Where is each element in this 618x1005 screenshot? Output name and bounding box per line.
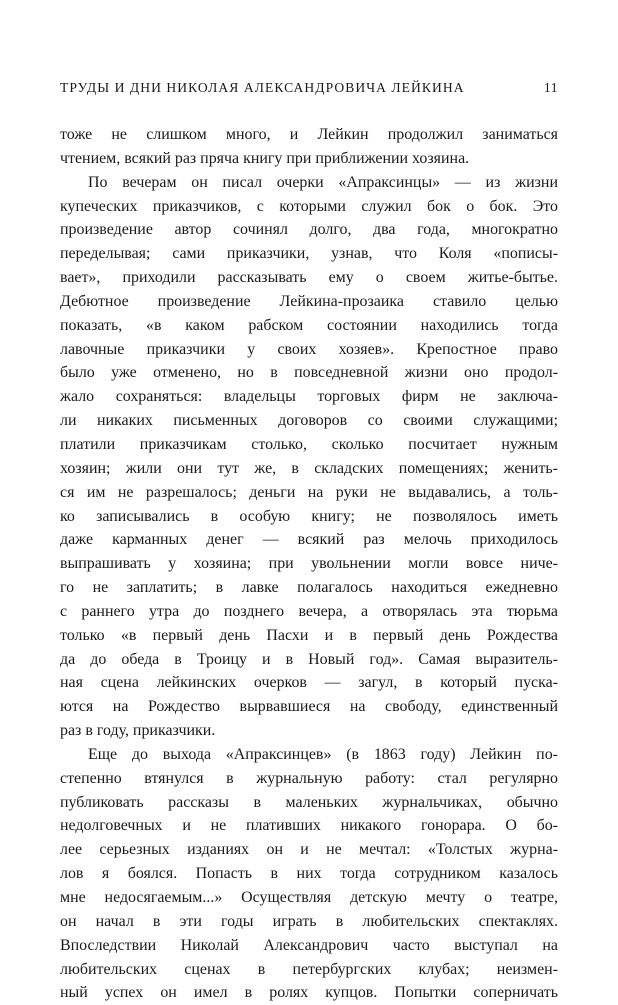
text-line: да до обеда в Троицу и в Новый год». Самая выразитель-: [60, 650, 558, 668]
text-line: купеческих приказчиков, с которыми служил бок о бок. Это: [60, 197, 558, 215]
text-line: го не заплатить; в лавке полагалось находиться ежедневно: [60, 579, 558, 597]
text-line: ко записывались в особую книгу; не позволялось иметь: [60, 507, 558, 525]
body-text: [60, 123, 558, 1005]
text-line: Дебютное произведение Лейкина-прозаика ставило целью: [60, 292, 558, 310]
text-line: он начал в эти годы играть в любительских спектаклях.: [60, 912, 558, 930]
text-line: ный успех он имел в ролях купцов. Попытки соперничать: [60, 984, 558, 1002]
text-line: ются на Рождество вырвавшиеся на свободу, единственный: [60, 698, 558, 716]
text-line: Еще до выхода «Апраксинцев» (в 1863 году) Лейкин по-: [88, 745, 558, 763]
text-line: жало сохраняться: владельцы торговых фирм не заключа-: [60, 388, 558, 406]
page-number: 11: [543, 80, 558, 95]
text-line: переделывая; сами приказчики, узнав, что Коля «пописы-: [60, 245, 558, 263]
text-line: мне недосягаемым...» Осуществляя детскую мечту о театре,: [60, 889, 558, 906]
text-line: лов я боялся. Попасть в них тогда сотрудником казалось: [60, 865, 558, 883]
text-line: хозяин; жили они тут же, в складских помещениях; женить-: [60, 459, 558, 477]
text-line: ся им не разрешалось; деньги на руки не выдавались, а толь-: [60, 483, 558, 501]
text-line: было уже отменено, но в повседневной жизни оно продол-: [60, 364, 558, 382]
text-line: лавочные приказчики у своих хозяев». Крепостное право: [60, 340, 558, 358]
running-title: ТРУДЫ И ДНИ НИКОЛАЯ АЛЕКСАНДРОВИЧА ЛЕЙКИНА: [60, 80, 465, 95]
text-line: вает», приходили рассказывать ему о своем житье-бытье.: [60, 269, 558, 287]
text-line: ли никаких письменных договоров со своими служащими;: [60, 412, 558, 430]
text-line: Впоследствии Николай Александрович часто выступал на: [60, 936, 558, 954]
text-line: лее серьезных изданиях он и не мечтал: «Толстых журна-: [60, 841, 558, 859]
text-line: чтением, всякий раз пряча книгу при приближении хозяина.: [60, 149, 470, 167]
text-line: с раннего утра до позднего вечера, а отворялась эта тюрьма: [60, 602, 558, 620]
text-line: показать, «в каком рабском состоянии находились тогда: [60, 316, 558, 334]
text-line: платили приказчикам столько, сколько посчитает нужным: [60, 435, 558, 453]
text-line: степенно втянулся в журнальную работу: стал регулярно: [60, 769, 558, 787]
text-line: любительских сценах в петербургских клубах; неизмен-: [60, 960, 558, 978]
text-line: ная сцена лейкинских очерков — загул, в который пуска-: [60, 674, 558, 692]
text-line: произведение автор сочинял долго, два года, многократно: [60, 221, 558, 239]
text-line: выпрашивать у хозяина; при увольнении могли вовсе ниче-: [60, 555, 558, 573]
text-line: тоже не слишком много, и Лейкин продолжил заниматься: [60, 126, 558, 143]
text-line: недолговечных и не плативших никакого гонорара. О бо-: [60, 817, 558, 835]
text-line: только «в первый день Пасхи и в первый день Рождества: [60, 626, 558, 644]
text-line: По вечерам он писал очерки «Апраксинцы» — из жизни: [88, 173, 558, 191]
text-line: публиковать рассказы в маленьких журнальчиках, обычно: [60, 793, 558, 811]
text-line: даже карманных денег — всякий раз мелочь приходилось: [60, 531, 558, 549]
text-line: раз в году, приказчики.: [60, 722, 216, 740]
running-head: [60, 80, 558, 100]
